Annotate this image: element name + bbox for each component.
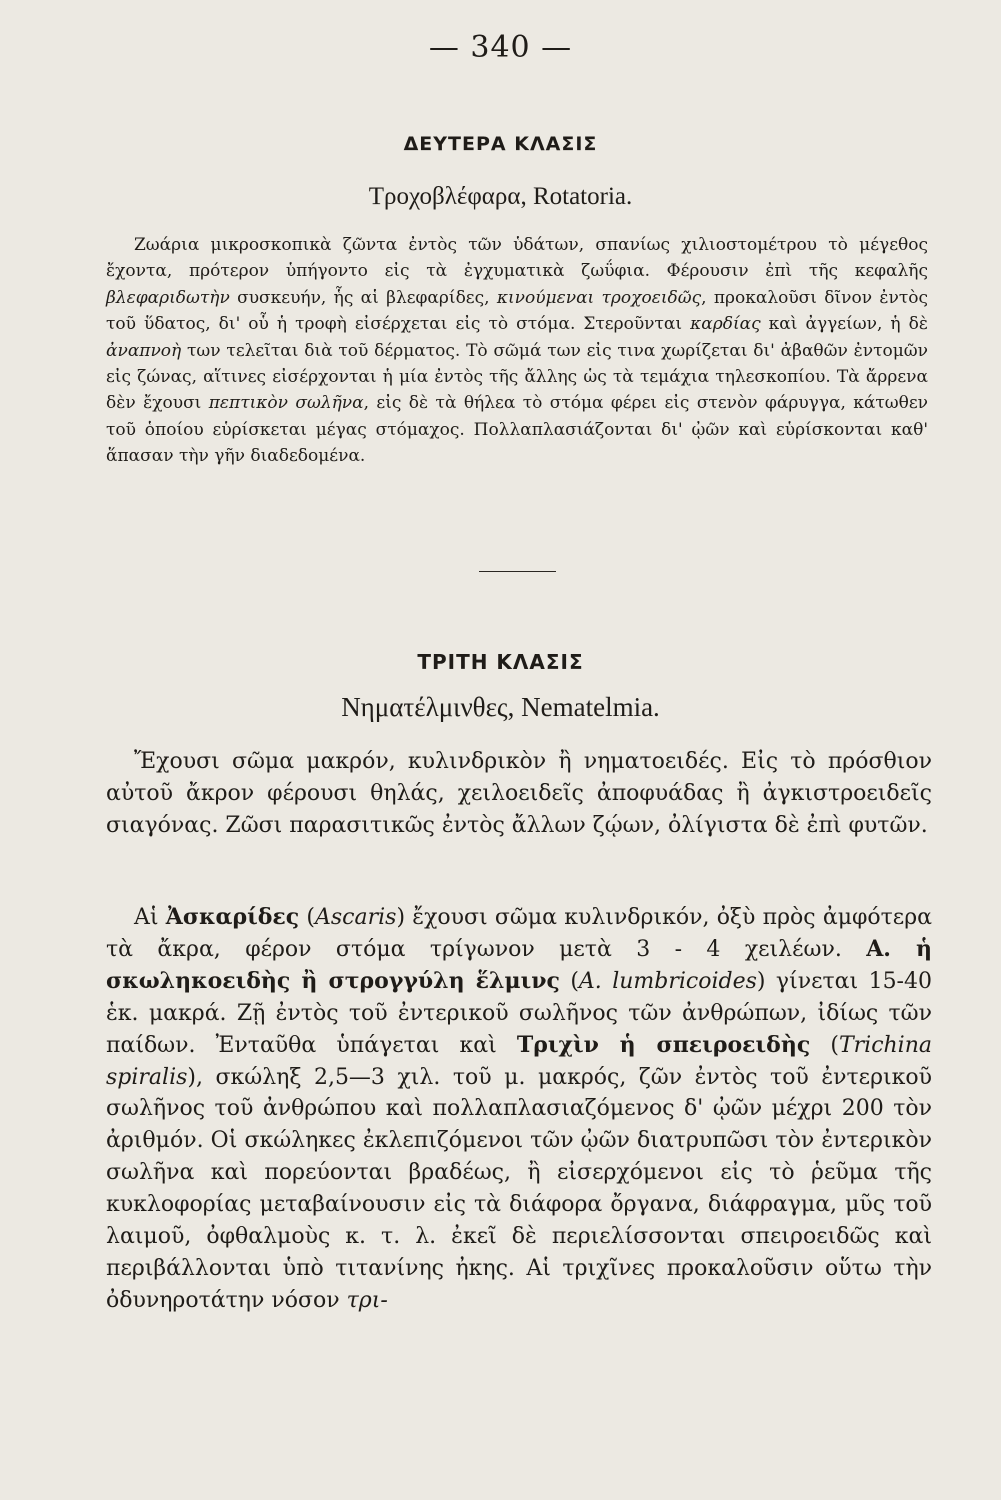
text-run: Αἱ [134, 905, 166, 930]
text-run: συσκευήν, ἧς αἱ βλεφαρίδες, [229, 287, 497, 308]
latin-name: Trichina spiralis [106, 1032, 933, 1090]
ascaris-description [106, 902, 932, 1317]
bold-term: Α. ἡ σκωληκοειδὴς ἢ στρογγύλη ἕλμινς [106, 935, 932, 994]
section-subheading-rotatoria: Τροχοβλέφαρα, Rotatoria. [368, 183, 633, 210]
text-run: ) γίνεται 15-40 ἑκ. μακρά. Ζῇ ἐντὸς τοῦ ἐντερικοῦ σωλῆνος τῶν ἀνθρώπων, ἰδίως τῶν παίδων. Ἐνταῦθα ὑπάγεται καὶ [106, 968, 932, 1058]
text-run: ( [559, 968, 579, 994]
rotatoria-description [106, 232, 928, 470]
section-subheading-nematelmia: Νηματέλμινθες, Nematelmia. [341, 692, 660, 722]
text-run: των τελεῖται διὰ τοῦ δέρματος. Τὸ σῶμά των εἰς τινα χωρίζεται δι' ἀβαθῶν ἐντομῶν εἰς ζώνας, αἵτινες εἰσέρχονται ἡ μία ἐντὸς τῆς ἄλλης ὡς τὰ τεμάχια τηλεσκοπίου. Τὰ ἄρρενα δὲν ἔχουσι [106, 340, 928, 414]
italic-term: ἀναπνοὴ [106, 340, 182, 361]
text-run: , εἰς δὲ τὰ θήλεα τὸ στόμα φέρει εἰς στενὸν φάρυγγα, κάτωθεν τοῦ ὁποίου εὑρίσκεται μέγας στόμαχος. Πολλαπλασιάζονται δι' ᾠῶν καὶ εὑρίσκονται καθ' ἅπασαν τὴν γῆν διαδεδομένα. [106, 393, 928, 467]
text-run: καὶ ἀγγείων, ἡ δὲ [760, 314, 928, 335]
italic-term: πεπτικὸν σωλῆνα [208, 393, 364, 414]
italic-term: τρι- [346, 1287, 388, 1313]
text-run: ) ἔχουσι σῶμα κυλινδρικόν, ὀξὺ πρὸς ἀμφότερα τὰ ἄκρα, φέρον στόμα τρίγωνον μετὰ 3 - 4 χειλέων. [106, 905, 932, 962]
italic-term: βλεφαριδωτὴν [106, 287, 230, 308]
page-number: — 340 — [428, 30, 573, 65]
italic-term: καρδίας [690, 314, 761, 335]
bold-term: Τριχὶν ἡ σπειροειδὴς [516, 1031, 811, 1058]
italic-term: κινούμεναι τροχοειδῶς [496, 287, 702, 308]
section-divider [479, 571, 556, 572]
bold-term: Ἀσκαρίδες [165, 904, 300, 930]
text-run: ), σκώληξ 2,5—3 χιλ. τοῦ μ. μακρός, ζῶν ἐντὸς τοῦ ἐντερικοῦ σωλῆνος τοῦ ἀνθρώπου καὶ πολλαπλασιαζόμενος δ' ᾠῶν μέχρι 200 τὸν ἀριθμόν. Οἱ σκώληκες ἐκλεπιζόμενοι τῶν ᾠῶν διατρυπῶσι τὸν ἐντερικὸν σωλῆνα καὶ πορεύονται βραδέως, ἢ εἰσερχόμενοι εἰς τὸ ῥεῦμα τῆς κυκλοφορίας μεταβαίνουσιν εἰς τὰ διάφορα ὄργανα, διάφραγμα, μῦς τοῦ λαιμοῦ, ὀφθαλμοὺς κ. τ. λ. ἐκεῖ δὲ περιελίσσονται σπειροειδῶς καὶ περιβάλλονται ὑπὸ τιτανίνης ἠκης. Αἱ τριχῖνες προκαλοῦσιν οὕτω τὴν ὀδυνηροτάτην νόσον [106, 1064, 932, 1313]
text-run: ( [810, 1032, 839, 1058]
nematelmia-description: Ἔχουσι σῶμα μακρόν, κυλινδρικὸν ἢ νηματοειδές. Εἰς τὸ πρόσθιον αὐτοῦ ἄκρον φέρουσι θηλάς, χειλοειδεῖς ἀποφυάδας ἢ ἀγκιστροειδεῖς σιαγόνας. Ζῶσι παρασιτικῶς ἐντὸς ἄλλων ζῴων, ὀλίγιστα δὲ ἐπὶ φυτῶν. [106, 749, 932, 838]
section-heading-nematelmia: ΤΡΙΤΗ ΚΛΑΣΙΣ [417, 650, 584, 674]
text-run: Ζωάρια μικροσκοπικὰ ζῶντα ἐντὸς τῶν ὑδάτων, σπανίως χιλιοστομέτρου τὸ μέγεθος ἔχοντα, πρότερον ὑπήγοντο εἰς τὰ ἐγχυματικὰ ζωΰφια. Φέρουσιν ἐπὶ τῆς κεφαλῆς [106, 235, 928, 282]
latin-name: Ascaris [315, 905, 397, 930]
latin-name: A. lumbricoides [578, 968, 757, 994]
text-run: ( [299, 905, 315, 930]
text-run: , προκαλοῦσι δῖνον ἐντὸς τοῦ ὕδατος, δι' οὗ ἡ τροφὴ εἰσέρχεται εἰς τὸ στόμα. Στεροῦνται [106, 287, 928, 335]
section-heading-rotatoria: ΔΕΥΤΕΡΑ ΚΛΑΣΙΣ [403, 133, 598, 155]
